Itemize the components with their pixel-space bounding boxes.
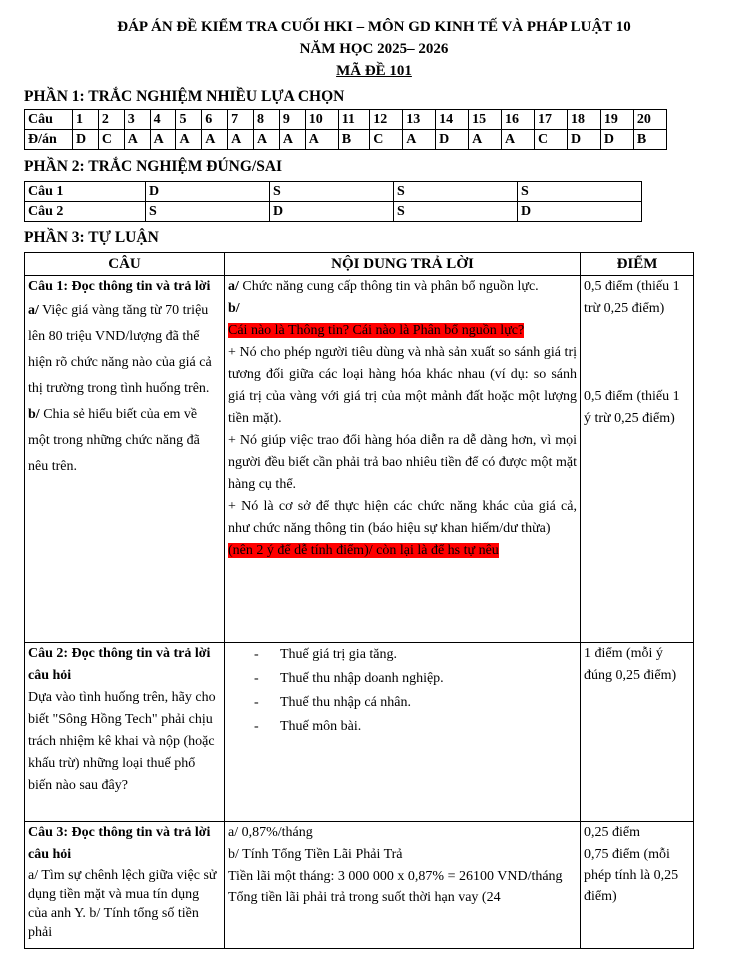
- answer-1-part-a: a/ Chức năng cung cấp thông tin và phân bổ nguồn lực.: [228, 279, 539, 294]
- score-3a: 0,25 điểm: [584, 825, 640, 840]
- answer-cell: A: [469, 130, 502, 150]
- answer-cell: A: [403, 130, 436, 150]
- part1-title: PHẦN 1: TRẮC NGHIỆM NHIỀU LỰA CHỌN: [24, 88, 345, 105]
- answer-cell: C: [535, 130, 568, 150]
- part2-row-label: Câu 1: [25, 182, 146, 202]
- score-3-cell: [581, 822, 694, 949]
- answer-cell: A: [176, 130, 202, 150]
- answer-cell: A: [124, 130, 150, 150]
- question-number-cell: 13: [403, 110, 436, 130]
- question-number-cell: 4: [150, 110, 176, 130]
- part2-answer-table: [24, 181, 642, 222]
- question-number-cell: 8: [254, 110, 280, 130]
- list-item: - Thuế giá trị gia tăng.: [254, 643, 577, 667]
- part2-title: PHẦN 2: TRẮC NGHIỆM ĐÚNG/SAI: [24, 158, 283, 175]
- part2-cell: S: [394, 182, 518, 202]
- answer-cell: A: [305, 130, 338, 150]
- question-number-cell: 6: [202, 110, 228, 130]
- score-1-cell: [581, 276, 694, 643]
- list-item: - Thuế thu nhập cá nhân.: [254, 691, 577, 715]
- answer-cell: A: [150, 130, 176, 150]
- answer-cell: B: [633, 130, 666, 150]
- part2-cell: S: [146, 202, 270, 222]
- question-number-cell: 10: [305, 110, 338, 130]
- part1-row-label: Đ/án: [25, 130, 73, 150]
- highlight-note: Cái nào là Thông tin? Cái nào là Phân bổ nguồn lực?: [228, 323, 525, 338]
- question-3-text: a/ Tìm sự chênh lệch giữa việc sử dụng tiền mặt và mua tín dụng của anh Y. b/ Tính tổng số tiền phải: [28, 868, 217, 940]
- question-1-heading: Câu 1: Đọc thông tin và trả lời: [28, 279, 211, 294]
- score-1a: 0,5 điểm (thiếu 1 trừ 0,25 điểm): [584, 279, 680, 316]
- part3-header-row: [25, 253, 694, 276]
- list-item: - Thuế thu nhập doanh nghiệp.: [254, 667, 577, 691]
- question-2-text: Dựa vào tình huống trên, hãy cho biết "Sông Hồng Tech" phải chịu trách nhiệm kê khai và nộp (hoặc khấu trừ) những loại thuế phổ biến nào sau đây?: [28, 690, 216, 793]
- question-number-cell: 16: [502, 110, 535, 130]
- question-number-cell: 7: [228, 110, 254, 130]
- part1-row-label: Câu: [25, 110, 73, 130]
- score-2: 1 điểm (mỗi ý đúng 0,25 điểm): [584, 646, 677, 683]
- question-number-cell: 2: [98, 110, 124, 130]
- question-number-cell: 3: [124, 110, 150, 130]
- answer-3-cell: [225, 822, 581, 949]
- score-1b: 0,5 điểm (thiếu 1 ý trừ 0,25 điểm): [584, 389, 680, 426]
- question-1-part-b: b/ Chia sẻ hiểu biết của em về một trong những chức năng đã nêu trên.: [28, 407, 200, 474]
- question-2-heading: Câu 2: Đọc thông tin và trả lời câu hỏi: [28, 646, 211, 683]
- list-item: - Thuế môn bài.: [254, 715, 577, 739]
- question-row-1: [25, 276, 694, 643]
- question-number-cell: 20: [633, 110, 666, 130]
- header-score: ĐIỂM: [581, 253, 694, 276]
- answer-1-point: + Nó là cơ sở để thực hiện các chức năng khác của giá cả, như chức năng thông tin (báo hiệu sự khan hiếm/dư thừa): [228, 499, 577, 536]
- answer-cell: A: [279, 130, 305, 150]
- score-2-cell: [581, 643, 694, 822]
- question-number-cell: 1: [73, 110, 99, 130]
- answer-cell: A: [228, 130, 254, 150]
- part2-row: [25, 202, 642, 222]
- doc-title-line2: NĂM HỌC 2025– 2026: [299, 41, 449, 57]
- question-3-heading: Câu 3: Đọc thông tin và trả lời câu hỏi: [28, 825, 211, 862]
- answer-1-point: + Nó giúp việc trao đổi hàng hóa diễn ra dễ dàng hơn, vì mọi người đều biết cần phải trả bao nhiêu tiền để có được một mặt hàng cụ thể.: [228, 433, 577, 492]
- answer-1-cell: [225, 276, 581, 643]
- part2-cell: S: [270, 182, 394, 202]
- question-row-2: [25, 643, 694, 822]
- answer-2-cell: [225, 643, 581, 822]
- part3-essay-table: [24, 252, 694, 949]
- question-1-cell: [25, 276, 225, 643]
- part2-cell: S: [394, 202, 518, 222]
- answer-cell: A: [502, 130, 535, 150]
- question-number-cell: 12: [370, 110, 403, 130]
- header-content: NỘI DUNG TRẢ LỜI: [225, 253, 581, 276]
- question-number-cell: 18: [567, 110, 600, 130]
- part2-row-label: Câu 2: [25, 202, 146, 222]
- answer-cell: D: [436, 130, 469, 150]
- answer-cell: A: [202, 130, 228, 150]
- score-3b: 0,75 điểm (mỗi phép tính là 0,25 điểm): [584, 847, 679, 904]
- question-number-cell: 14: [436, 110, 469, 130]
- part1-number-row: [25, 110, 667, 130]
- question-number-cell: 15: [469, 110, 502, 130]
- part2-cell: D: [146, 182, 270, 202]
- answer-cell: A: [254, 130, 280, 150]
- part2-cell: S: [518, 182, 642, 202]
- exam-code: MÃ ĐỀ 101: [336, 63, 412, 79]
- question-number-cell: 19: [600, 110, 633, 130]
- part2-row: [25, 182, 642, 202]
- answer-cell: D: [567, 130, 600, 150]
- answer-1-part-b-label: b/: [228, 301, 240, 316]
- part1-answer-table: [24, 109, 667, 150]
- question-row-3: [25, 822, 694, 949]
- question-number-cell: 5: [176, 110, 202, 130]
- header-question: CÂU: [25, 253, 225, 276]
- answer-2-list: [228, 643, 577, 739]
- part1-answer-row: [25, 130, 667, 150]
- question-number-cell: 17: [535, 110, 568, 130]
- answer-cell: C: [370, 130, 403, 150]
- highlight-note: (nên 2 ý để dễ tính điểm)/ còn lại là để hs tự nêu: [228, 543, 499, 558]
- question-3-cell: [25, 822, 225, 949]
- answer-3-line: Tiền lãi một tháng: 3 000 000 x 0,87% = 26100 VND/tháng: [228, 869, 563, 884]
- question-1-part-a: a/ Việc giá vàng tăng từ 70 triệu lên 80 triệu VND/lượng đã thể hiện rõ chức năng nào của giá cả thị trường trong tình huống trên.: [28, 303, 212, 396]
- answer-1-point: + Nó cho phép người tiêu dùng và nhà sản xuất so sánh giá trị tương đối giữa các loại hàng hóa khác nhau (ví dụ: so sánh giá trị của vàng với giá trị của một mảnh đất hoặc một lượng tiền mặt).: [228, 345, 577, 426]
- answer-3-line: a/ 0,87%/tháng: [228, 825, 313, 840]
- question-2-cell: [25, 643, 225, 822]
- answer-cell: D: [73, 130, 99, 150]
- answer-3-line: b/ Tính Tổng Tiền Lãi Phải Trả: [228, 847, 403, 862]
- part3-title: PHẦN 3: TỰ LUẬN: [24, 229, 159, 246]
- question-number-cell: 11: [338, 110, 370, 130]
- doc-title-line1: ĐÁP ÁN ĐỀ KIỂM TRA CUỐI HKI – MÔN GD KINH TẾ VÀ PHÁP LUẬT 10: [117, 19, 631, 35]
- answer-cell: B: [338, 130, 370, 150]
- answer-cell: C: [98, 130, 124, 150]
- part2-cell: D: [518, 202, 642, 222]
- answer-3-line: Tổng tiền lãi phải trả trong suốt thời hạn vay (24: [228, 890, 501, 905]
- part2-cell: D: [270, 202, 394, 222]
- question-number-cell: 9: [279, 110, 305, 130]
- answer-cell: D: [600, 130, 633, 150]
